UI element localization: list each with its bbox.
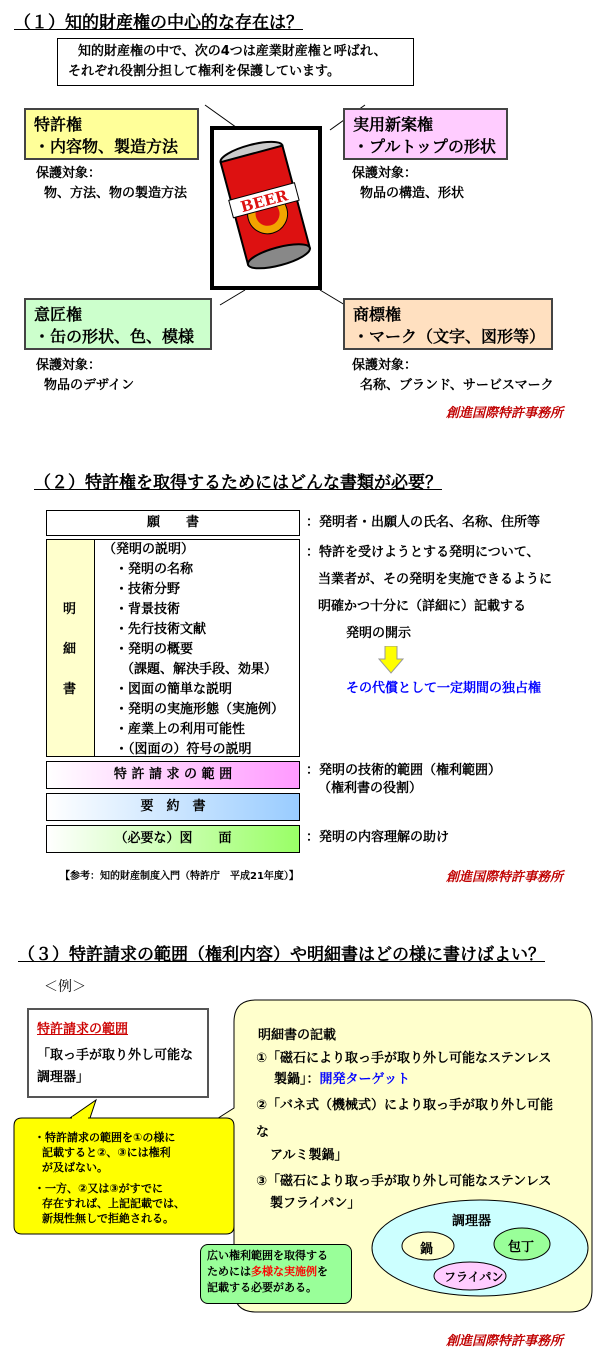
patent-box (24, 108, 199, 160)
intro-line-2: それぞれ役割分担して権利を保護しています。 (68, 64, 340, 79)
section1-title: （１）知的財産権の中心的な存在は？ (14, 13, 303, 33)
patent-name: 特許権 (34, 115, 83, 134)
spec-item-3a: ③「磁石により取っ手が取り外し可能なステンレス (256, 1174, 552, 1189)
design-protect: 保護対象： 物品のデザイン (36, 358, 135, 393)
warning-note: ・特許請求の範囲を①の様に 記載すると②、③には権利 が及ばない。 ・一方、②又は③がすでに 存在すれば、上記記載では、 新規性無しで拒絶される。 (34, 1131, 185, 1225)
firm-name-3: 創進国際特許事務所 (446, 1334, 564, 1349)
wide-scope-note: 広い権利範囲を取得する ためには多様な実施例を 記載する必要がある。 (200, 1244, 352, 1304)
firm-name-2: 創進国際特許事務所 (446, 870, 564, 885)
claims-row: 特 許 請 求 の 範 囲 (46, 761, 300, 789)
claim-title: 特許請求の範囲 (37, 1022, 129, 1037)
venn-pan: フライパン (444, 1270, 504, 1284)
can-label: BEER (238, 186, 290, 217)
reference-note: 【参考：知的財産制度入門（特許庁 平成21年度）】 (60, 871, 299, 882)
spec-item-2b: な (256, 1125, 270, 1140)
trademark-protect: 保護対象： 名称、ブランド、サービスマーク (352, 358, 554, 393)
beer-can-illustration (210, 126, 322, 290)
monopoly-note: その代償として一定期間の独占権 (346, 681, 542, 696)
specification-box (46, 539, 300, 757)
venn-pot: 鍋 (420, 1242, 434, 1257)
specification-note-3: 明確かつ十分に（詳細に）記載する (318, 599, 527, 614)
application-form-row: 願 書 (46, 510, 300, 536)
abstract-row: 要 約 書 (46, 793, 300, 821)
specification-note-1: ：特許を受けようとする発明について、 (306, 545, 540, 560)
venn-knife: 包丁 (508, 1240, 535, 1255)
claims-note-1: ：発明の技術的範囲（権利範囲） (306, 763, 502, 778)
design-box (24, 298, 212, 350)
utility-model-sub: ・プルトップの形状 (353, 137, 496, 156)
utility-model-box (343, 108, 508, 160)
firm-name-1: 創進国際特許事務所 (446, 406, 564, 421)
section3-title: （３）特許請求の範囲（権利内容）や明細書はどの様に書けばよい？ (18, 945, 545, 965)
spec-title: 明細書の記載 (258, 1028, 337, 1043)
example-label: ＜例＞ (44, 979, 86, 995)
patent-protect: 保護対象： 物、方法、物の製造方法 (36, 166, 188, 201)
spec-item-3b: 製フライパン」 (270, 1196, 361, 1211)
drawings-note: ：発明の内容理解の助け (306, 830, 450, 845)
patent-sub: ・内容物、製造方法 (34, 137, 179, 156)
intro-line-1: 知的財産権の中で、次の4つは産業財産権と呼ばれ、 (78, 44, 387, 59)
specification-note-2: 当業者が、その発明を実施できるように (318, 572, 553, 587)
drawings-row: （必要な）図 面 (46, 825, 300, 853)
claim-text-1: 「取っ手が取り外し可能な (37, 1048, 194, 1063)
utility-model-name: 実用新案権 (353, 115, 434, 134)
trademark-sub: ・マーク（文字、図形等） (353, 327, 546, 346)
claim-text-2: 調理器」 (37, 1070, 90, 1085)
claims-note-2: （権利書の役割） (318, 781, 423, 796)
spec-item-1b: 製鍋」：開発ターゲット (274, 1072, 410, 1087)
specification-label-col: 明 細 書 (47, 540, 95, 756)
application-form-note: ：発明者・出願人の氏名、名称、住所等 (306, 515, 541, 530)
trademark-name: 商標権 (353, 305, 402, 324)
utility-model-protect: 保護対象： 物品の構造、形状 (352, 166, 465, 201)
section2-title: （２）特許権を取得するためにはどんな書類が必要？ (34, 473, 442, 493)
specification-items: （発明の説明） ・発明の名称 ・技術分野 ・背景技術 ・先行技術文献 ・発明の概要 （課題、解決手段、効果） ・図面の簡単な説明 ・発明の実施形態（実施例） ・産業上の利用可能性 ・（図面の）符号の説明 (103, 542, 285, 757)
spec-item-2c: アルミ製鍋」 (270, 1148, 348, 1163)
down-arrow-icon (378, 646, 404, 674)
trademark-box (343, 298, 553, 350)
design-name: 意匠権 (34, 305, 83, 324)
spec-item-1a: ①「磁石により取っ手が取り外し可能なステンレス (256, 1051, 552, 1066)
disclosure-label: 発明の開示 (346, 626, 412, 641)
design-sub: ・缶の形状、色、模様 (34, 327, 195, 346)
spec-item-2a: ②「バネ式（機械式）により取っ手が取り外し可能 (256, 1098, 554, 1113)
claim-box (27, 1008, 209, 1098)
venn-title: 調理器 (452, 1214, 492, 1229)
